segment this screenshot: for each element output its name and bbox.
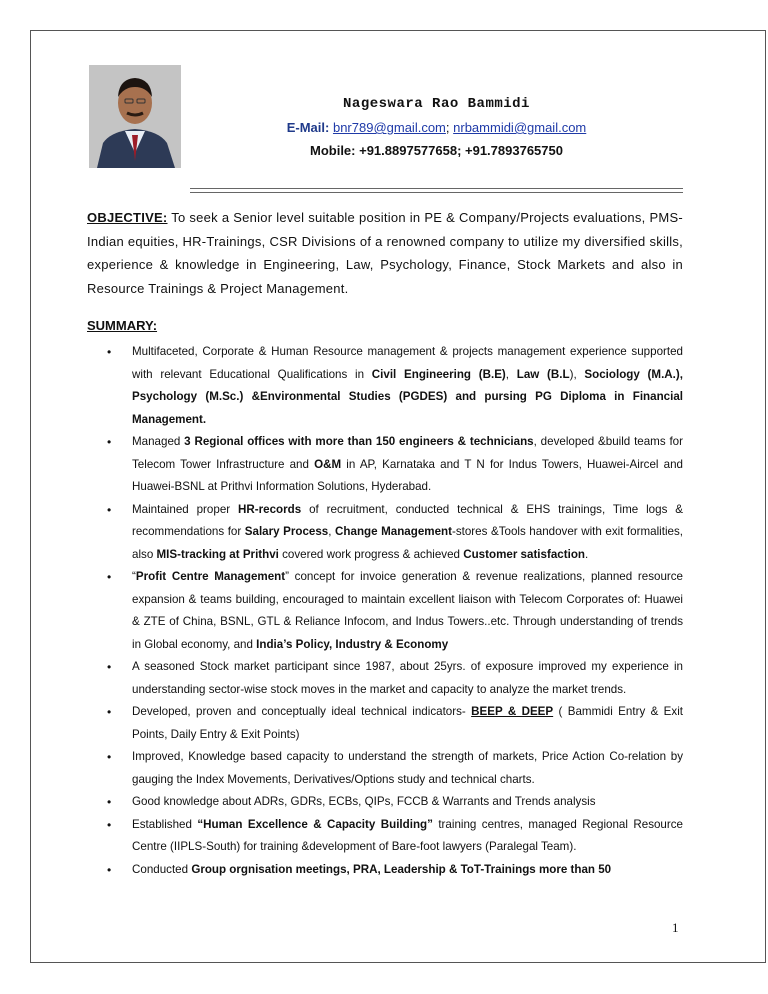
item-bold-text: Civil Engineering (B.E) [371,367,506,381]
list-item [87,656,683,701]
item-bold-text: India’s Policy, Industry & Economy [256,637,449,651]
item-text: Conducted [132,862,192,876]
item-text: Multifaceted, Corporate & Human Resource management & projects management experience supported with relevant Educational Qualifications in [132,345,683,381]
list-item [87,566,683,656]
item-text: A seasoned Stock market participant since 1987, about 25yrs. of exposure improved my experience in understanding sector-wise stock moves in the market and capacity to analyze the market trends. [132,660,683,696]
item-text: in AP, Karnataka and T N for Indus Towers, Huawei-Aircel and Huawei-BSNL at Prithvi Information Solutions, Hyderabad. [132,457,683,493]
item-text: Good knowledge about ADRs, GDRs, ECBs, QIPs, FCCB & Warrants and Trends analysis [132,795,596,808]
item-text: ” concept for invoice generation & revenue realizations, planned resource expansion & teams building, encouraged to maintain excellent liaison with Telecom Corporates of: Huawei & ZTE of China, BSNL, GTL & Reliance Infocom, and Indus Towers..etc. Through understanding of trends in Global economy, and [132,570,683,651]
item-bold-text: Customer satisfaction [463,547,585,561]
list-item [87,499,683,567]
item-text: of recruitment, conducted technical & EHS trainings, Time logs & recommendations for [132,502,683,538]
item-text: Maintained proper [132,502,239,516]
item-bold-text: O&M [314,457,342,471]
header-divider [190,188,683,193]
email-label: E-Mail: [286,120,330,135]
list-item [87,431,683,499]
item-text: Managed [132,435,185,448]
item-text: . [584,547,589,561]
item-text: -stores &Tools handover with exit formalities, also [132,525,684,561]
item-text: training centres, managed Regional Resource Centre (IIPLS-South) for training &development of Bare-foot lawyers (Paralegal Team). [132,817,683,853]
email-link-primary[interactable]: bnr789@gmail.com [332,120,446,135]
item-text: , developed &build teams for Telecom Tower Infrastructure and [132,435,683,471]
item-bold-text: Law (B.L [516,367,570,381]
item-text: covered work progress & achieved [278,547,464,561]
item-text: “ [132,570,136,583]
email-link-secondary[interactable]: nrbammidi@gmail.com [453,120,587,135]
item-text: Developed, proven and conceptually ideal technical indicators- [132,705,472,718]
summary-heading: SUMMARY: [87,318,158,333]
item-bold-text: Change Management [335,525,452,538]
item-text: ( Bammidi Entry & Exit Points, Daily Entry & Exit Points) [132,705,684,741]
page-number: 1 [672,920,679,935]
item-bold-text: Profit Centre Management [135,570,286,583]
item-bold-text: “Human Excellence & Capacity Building” [197,817,433,831]
item-bold-text: Salary Process [244,525,329,538]
item-text: ), [569,367,585,381]
item-bold-text: Sociology (M.A.), Psychology (M.Sc.) &Environmental Studies (PGDES) and pursing PG Diploma in Financial Management. [132,367,683,426]
list-item [87,746,683,791]
item-text: Established [132,817,198,831]
item-text: , [328,525,336,538]
profile-photo [89,65,181,168]
item-bold-text: HR-records [238,502,302,516]
list-item [87,859,683,882]
list-item [87,341,683,431]
email-separator: ; [445,120,450,135]
person-portrait-icon [89,65,181,168]
objective-text: To seek a Senior level suitable position in PE & Company/Projects evaluations, PMS-Indian equities, HR-Trainings, CSR Divisions of a renowned company to utilize my diversified skills, experience & knowledge in Engineering, Law, Psychology, Finance, Stock Markets and also in Resource Trainings & Project Management. [87,210,683,296]
objective-heading: OBJECTIVE: [87,210,168,225]
objective-section [87,206,683,300]
summary-list [87,341,683,881]
item-bold-text: 3 Regional offices with more than 150 engineers & technicians [184,435,534,448]
list-item [87,791,683,814]
mobile-line: Mobile: +91.8897577658; +91.7893765750 [310,143,563,158]
item-bold-underlined-text: BEEP & DEEP [471,705,554,718]
list-item [87,814,683,859]
item-text: , [505,367,517,381]
item-bold-text: Group orgnisation meetings, PRA, Leadership & ToT-Trainings more than 50 [191,862,612,876]
item-text: Improved, Knowledge based capacity to understand the strength of markets, Price Action Co-relation by gauging the Index Movements, Derivatives/Options study and technical charts. [132,750,683,786]
email-line [190,120,683,135]
candidate-name: Nageswara Rao Bammidi [343,96,530,112]
list-item [87,701,683,746]
item-bold-text: MIS-tracking at Prithvi [156,547,279,561]
